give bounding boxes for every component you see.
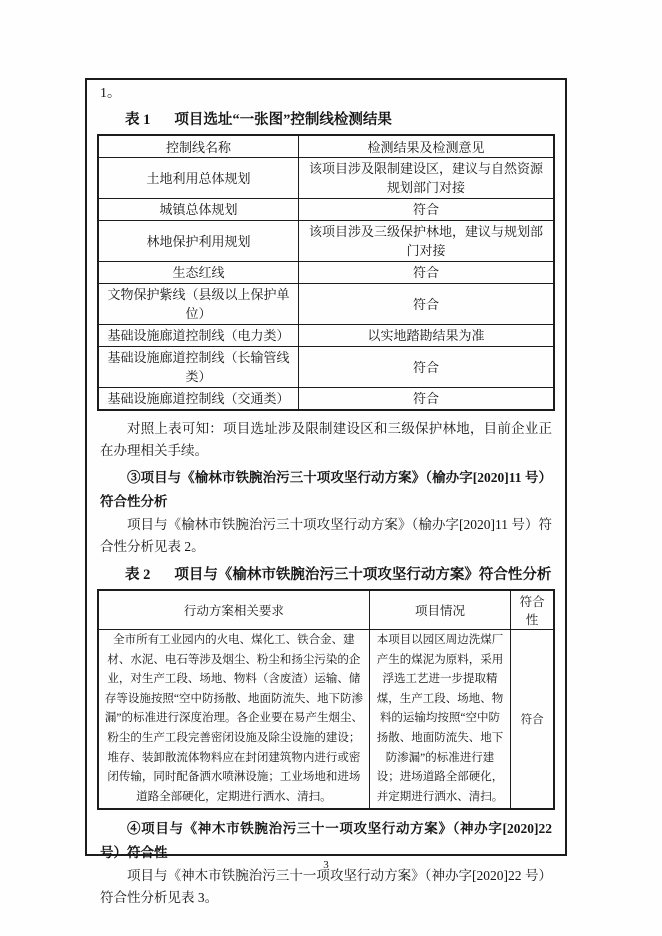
table1-header-result: 检测结果及检测意见 (299, 135, 554, 158)
table1-cell-result: 符合 (299, 262, 554, 284)
table-row (98, 630, 554, 810)
table1-caption-label: 表 1 (125, 112, 151, 128)
table-row (98, 325, 554, 347)
table2-header-row (98, 590, 554, 630)
table-row (98, 347, 554, 388)
table2-cell-compliance: 符合 (511, 630, 554, 810)
table1-cell-result: 该项目涉及三级保护林地，建议与规划部门对接 (299, 221, 554, 262)
table1-cell-name: 城镇总体规划 (98, 199, 299, 221)
table2-header-compliance: 符合性 (511, 590, 554, 630)
table1-cell-name: 土地利用总体规划 (98, 158, 299, 199)
table1-cell-result: 符合 (299, 199, 554, 221)
table1-cell-result: 以实地踏勘结果为准 (299, 325, 554, 347)
compliance-analysis-table (97, 589, 555, 810)
paragraph-section-3: 项目与《榆林市铁腕治污三十项攻坚行动方案》（榆办字[2020]11 号）符合性分析见表 2。 (100, 517, 552, 554)
table1-cell-name: 生态红线 (98, 262, 299, 284)
table2-caption-title: 项目与《榆林市铁腕治污三十项攻坚行动方案》符合性分析 (174, 567, 552, 583)
paragraph-table1-conclusion: 对照上表可知：项目选址涉及限制建设区和三级保护林地，目前企业正在办理相关手续。 (100, 421, 552, 458)
paragraph-section-4: 项目与《神木市铁腕治污三十一项攻坚行动方案》（神办字[2020]22 号）符合性分析见表 3。 (100, 868, 552, 906)
table2-cell-project: 本项目以园区周边洗煤厂产生的煤泥为原料，采用浮选工艺进一步提取精煤，生产工段、场地、物料的运输均按照“空中防扬散、地面防流失、地下防渗漏”的标准进行建设；进场道路全部硬化，并定期进行洒水、清扫。 (369, 630, 510, 810)
table2-caption (125, 565, 565, 585)
table1-cell-result: 该项目涉及限制建设区，建议与自然资源规划部门对接 (299, 158, 554, 199)
table2-header-requirement: 行动方案相关要求 (98, 590, 369, 630)
table1-cell-name: 林地保护利用规划 (98, 221, 299, 262)
leading-text: 1。 (100, 86, 121, 101)
table2-caption-label: 表 2 (125, 567, 151, 583)
table2-header-project: 项目情况 (369, 590, 510, 630)
table1-cell-result: 符合 (299, 388, 554, 411)
page-content-frame (85, 78, 567, 906)
table1-cell-name: 文物保护紫线（县级以上保护单位） (98, 284, 299, 325)
table-row (98, 262, 554, 284)
table-row (98, 199, 554, 221)
table1-cell-name: 基础设施廊道控制线（电力类） (98, 325, 299, 347)
table-row (98, 388, 554, 411)
table1-caption-title: 项目选址“一张图”控制线检测结果 (174, 112, 392, 128)
table1-caption (125, 110, 565, 130)
table-row (98, 158, 554, 199)
table2-cell-requirement: 全市所有工业园内的火电、煤化工、铁合金、建材、水泥、电石等涉及烟尘、粉尘和扬尘污染的企业，对生产工段、场地、物料（含废渣）运输、储存等设施按照“空中防扬散、地面防流失、地下防渗漏”的标准进行深度治理。各企业要在易产生烟尘、粉尘的生产工段完善密闭设施及除尘设施的建设；堆存、装卸散流体物料应在封闭建筑物内进行或密闭传输，同时配备洒水喷淋设施；工业场地和进场道路全部硬化，定期进行洒水、清扫。 (98, 630, 369, 810)
table1-cell-result: 符合 (299, 347, 554, 388)
control-line-check-table (97, 134, 555, 411)
table1-header-row (98, 135, 554, 158)
table1-header-control-line: 控制线名称 (98, 135, 299, 158)
table1-cell-result: 符合 (299, 284, 554, 325)
table1-cell-name: 基础设施廊道控制线（长输管线类） (98, 347, 299, 388)
section-heading-3: ③项目与《榆林市铁腕治污三十项攻坚行动方案》（榆办字[2020]11 号）符合性分析 (100, 470, 552, 509)
table-row (98, 221, 554, 262)
section-heading-4: ④项目与《神木市铁腕治污三十一项攻坚行动方案》（神办字[2020]22 号）符合性 (100, 821, 552, 861)
table1-cell-name: 基础设施廊道控制线（交通类） (98, 388, 299, 411)
page-number: 3 (323, 859, 329, 871)
table-row (98, 284, 554, 325)
